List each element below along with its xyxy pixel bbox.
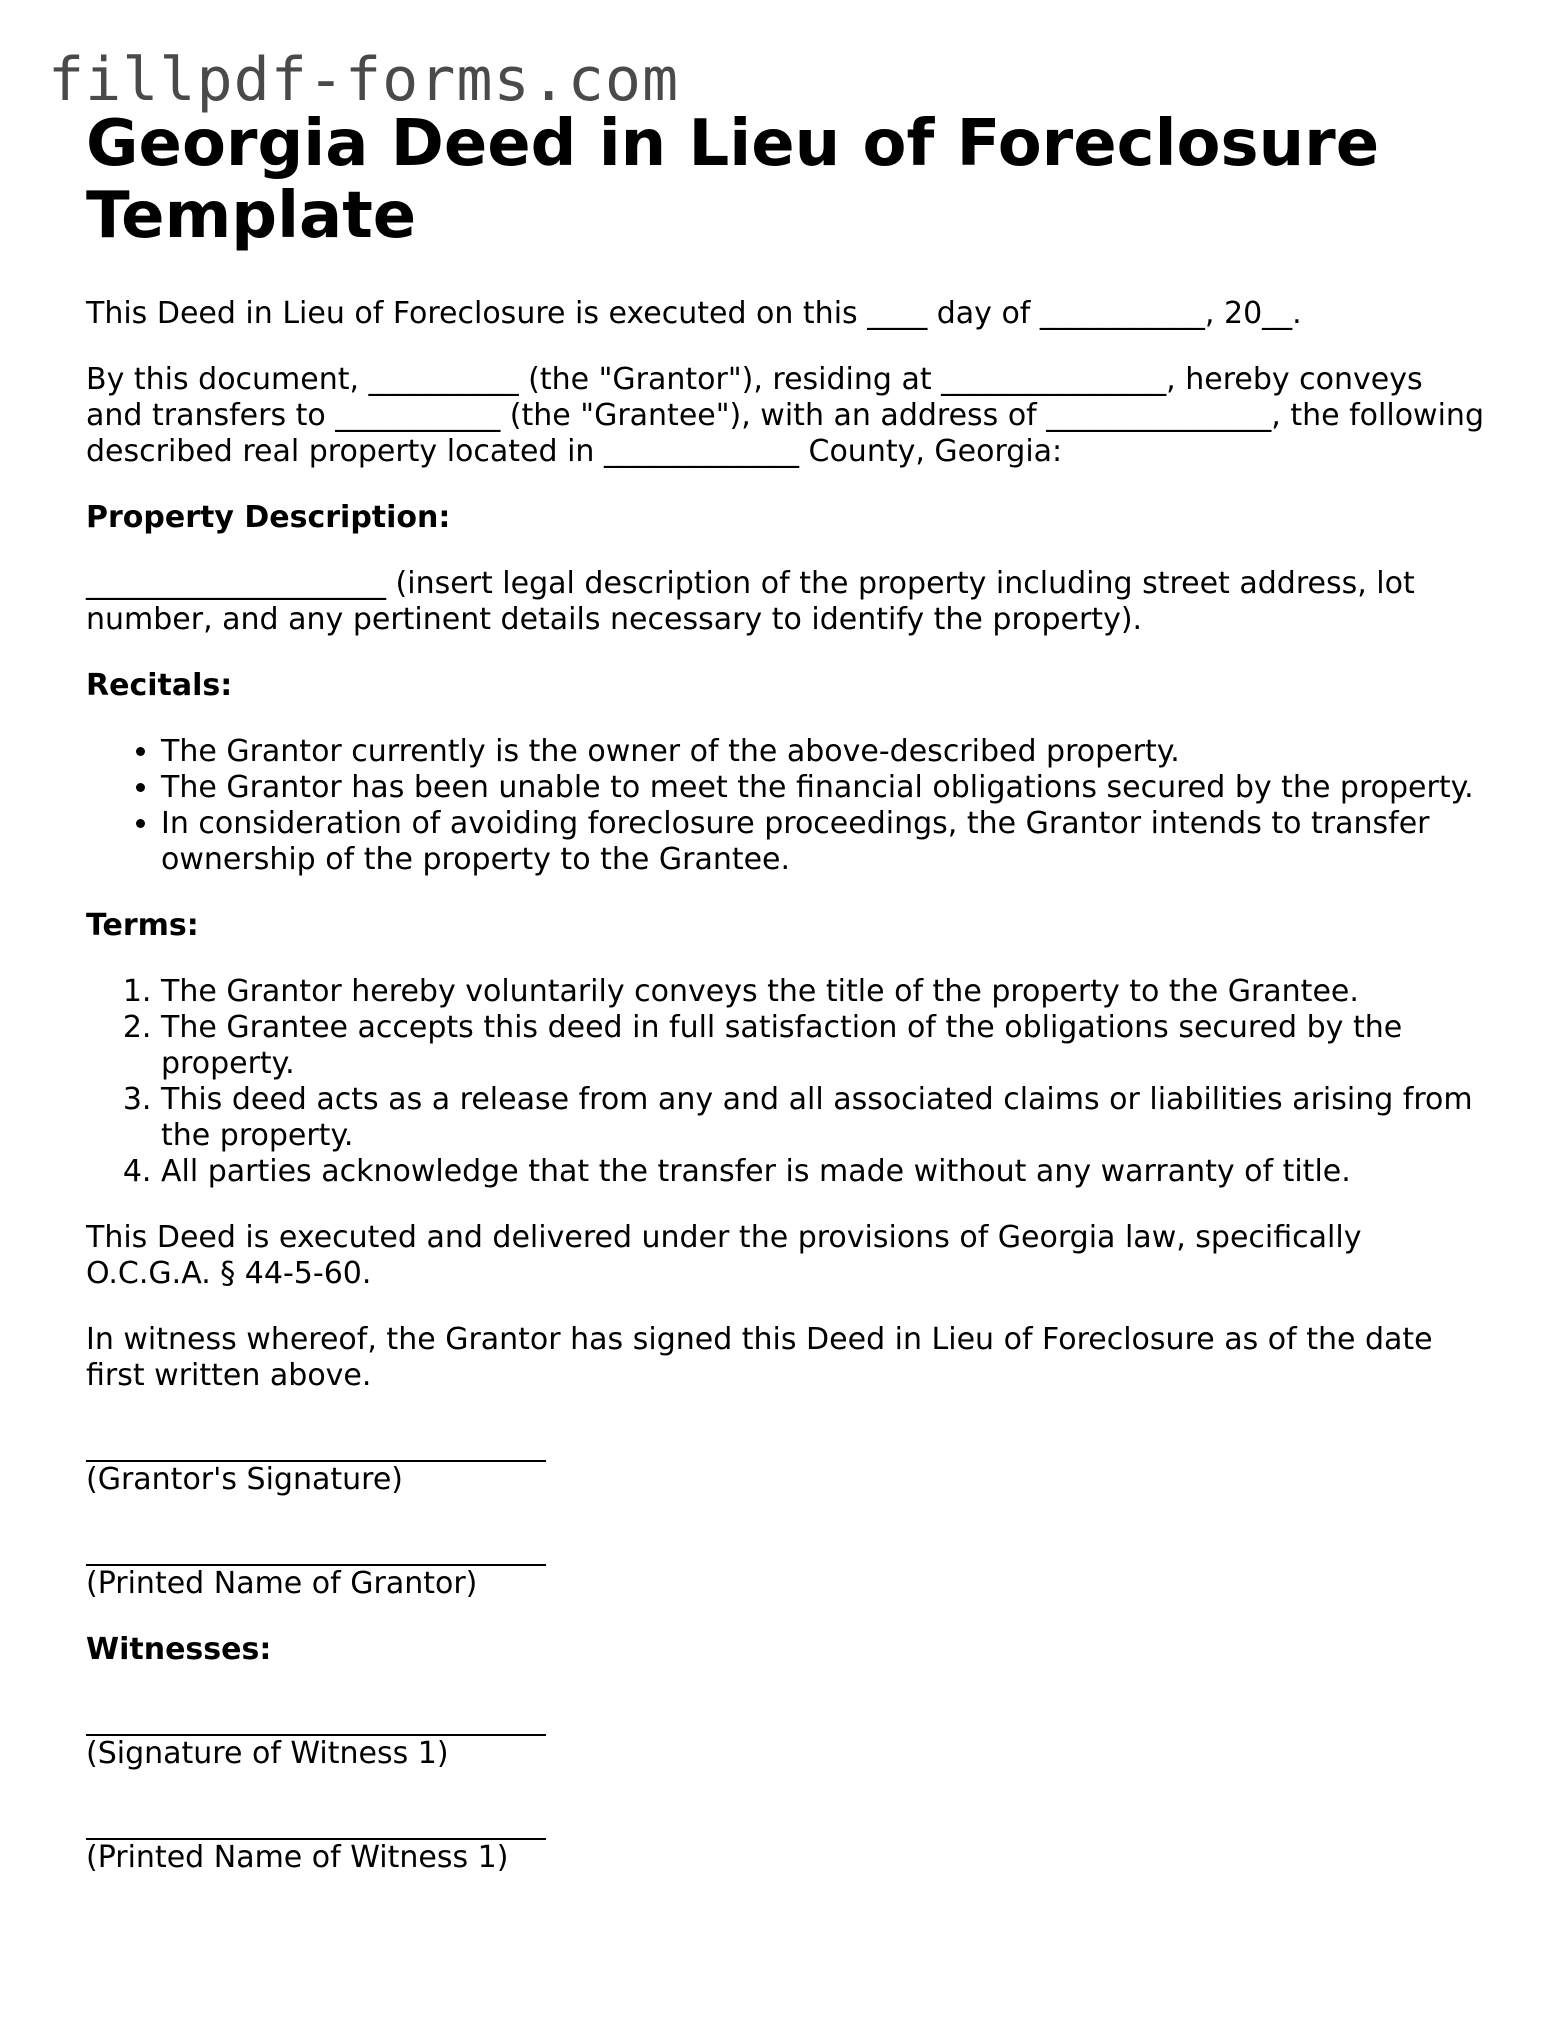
- list-item: • The Grantor has been unable to meet the financial obligations secured by the property.: [161, 770, 1486, 806]
- witness1-signature-block: [86, 1700, 556, 1772]
- list-item: 1. The Grantor hereby voluntarily conveys the title of the property to the Grantee.: [161, 974, 1486, 1010]
- grantor-signature-label: (Grantor's Signature): [86, 1462, 403, 1497]
- grantor-name-block: [86, 1530, 556, 1602]
- witness1-signature-label: (Signature of Witness 1): [86, 1736, 449, 1771]
- terms-heading: Terms:: [86, 908, 199, 943]
- witnesses-heading: Witnesses:: [86, 1632, 272, 1667]
- witness-paragraph: In witness whereof, the Grantor has signed this Deed in Lieu of Foreclosure as of the date first written above.: [86, 1322, 1433, 1393]
- property-description-text: ____________________ (insert legal description of the property including street address, lot number, and any pertinent details necessary to identify the property).: [86, 566, 1415, 637]
- list-item: 4. All parties acknowledge that the transfer is made without any warranty of title.: [161, 1154, 1486, 1190]
- grantor-signature-line[interactable]: [86, 1426, 546, 1462]
- list-item: • In consideration of avoiding foreclosure proceedings, the Grantor intends to transfer ownership of the property to the Grantee.: [161, 806, 1486, 878]
- document-page: [86, 108, 1486, 1876]
- list-item: 3. This deed acts as a release from any and all associated claims or liabilities arising from the property.: [161, 1082, 1486, 1154]
- recitals-heading: Recitals:: [86, 668, 233, 703]
- conveyance-paragraph: By this document, __________ (the "Grantor"), residing at _______________, hereby conveys and transfers to ___________ (the "Grantee"), with an address of _______________, the following described real property located in _____________ County, Georgia:: [86, 362, 1484, 469]
- witness1-name-block: [86, 1804, 556, 1876]
- witness1-name-line[interactable]: [86, 1804, 546, 1840]
- list-item: 2. The Grantee accepts this deed in full satisfaction of the obligations secured by the property.: [161, 1010, 1486, 1082]
- witness1-signature-line[interactable]: [86, 1700, 546, 1736]
- terms-list: [86, 974, 1486, 1190]
- witness1-name-label: (Printed Name of Witness 1): [86, 1840, 509, 1875]
- grantor-name-label: (Printed Name of Grantor): [86, 1566, 478, 1601]
- intro-paragraph: This Deed in Lieu of Foreclosure is executed on this ____ day of ___________, 20__.: [86, 296, 1302, 331]
- list-item: • The Grantor currently is the owner of the above-described property.: [161, 734, 1486, 770]
- watermark: fillpdf-forms.com: [48, 45, 680, 115]
- page-title: Georgia Deed in Lieu of Foreclosure Template: [86, 107, 1380, 253]
- law-paragraph: This Deed is executed and delivered under the provisions of Georgia law, specifically O.C.G.A. § 44-5-60.: [86, 1220, 1362, 1291]
- property-description-heading: Property Description:: [86, 500, 451, 535]
- grantor-name-line[interactable]: [86, 1530, 546, 1566]
- grantor-signature-block: [86, 1426, 556, 1498]
- recitals-list: [86, 734, 1486, 878]
